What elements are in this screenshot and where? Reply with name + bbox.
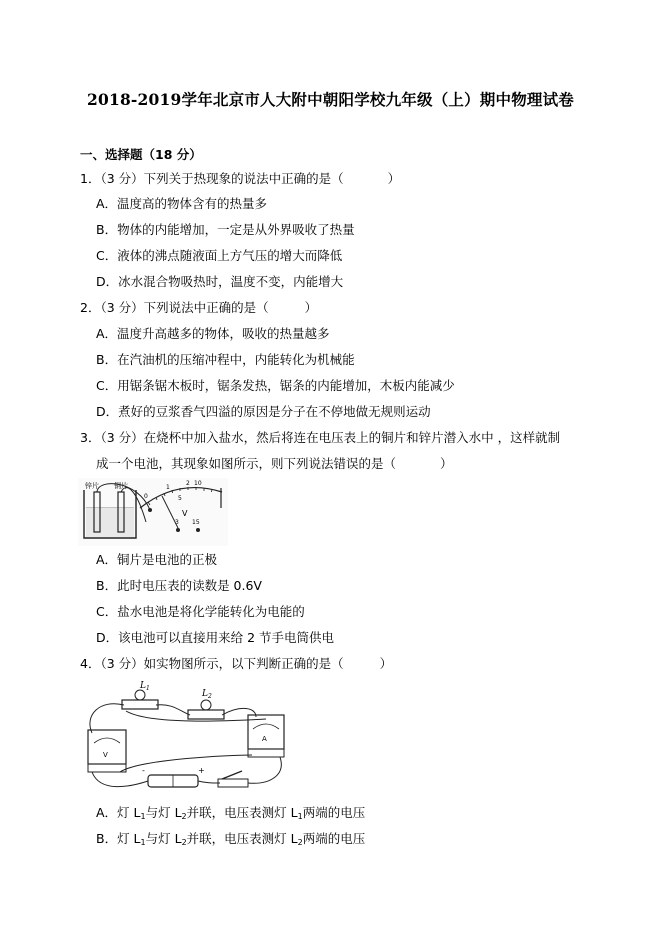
lamp-l1-base xyxy=(122,700,158,709)
option-b: B．在汽油机的压缩冲程中，内能转化为机械能 xyxy=(96,352,355,367)
question-stem: （3 分）下列关于热现象的说法中正确的是（ xyxy=(100,171,344,186)
lamp-l2-label: L xyxy=(202,689,208,699)
lamp-l1-label: L xyxy=(140,681,146,691)
voltmeter-symbol: V xyxy=(103,751,108,759)
voltmeter-symbol: V xyxy=(182,509,188,518)
voltmeter-terminals xyxy=(88,764,126,772)
paren-close: ） xyxy=(440,456,453,471)
lamp-l2-sub: 2 xyxy=(208,693,212,700)
circuit-figure xyxy=(80,675,302,800)
subscript: 2 xyxy=(181,812,187,821)
lamp-l1-bulb xyxy=(135,690,145,700)
question-2 xyxy=(80,300,317,316)
ammeter-terminals xyxy=(248,749,284,757)
battery-negative-label: - xyxy=(142,766,145,775)
question-1 xyxy=(80,171,400,187)
scale-5: 5 xyxy=(178,495,182,502)
subscript: 1 xyxy=(140,838,146,847)
battery-positive-label: + xyxy=(198,766,205,775)
voltmeter-scale xyxy=(94,738,120,743)
question-number: 2． xyxy=(80,300,101,315)
option-text: 并联，电压表测灯 L xyxy=(186,805,298,820)
scale-0: 0 xyxy=(144,493,148,500)
subscript: 2 xyxy=(181,838,187,847)
terminal-15 xyxy=(196,528,200,532)
ammeter-scale xyxy=(253,724,279,729)
zinc-label: 锌片 xyxy=(85,482,99,490)
option-b: B．此时电压表的读数是 0.6V xyxy=(96,578,262,593)
lamp-l2-base xyxy=(188,710,224,719)
ammeter-symbol: A xyxy=(262,735,267,743)
option-text: B．灯 L xyxy=(96,831,141,846)
scale-10: 10 xyxy=(194,480,202,487)
subscript: 2 xyxy=(297,838,303,847)
option-d: D．煮好的豆浆香气四溢的原因是分子在不停地做无规则运动 xyxy=(96,404,431,419)
section-heading: 一、选择题（18 分） xyxy=(80,147,202,162)
option-d: D．冰水混合物吸热时，温度不变，内能增大 xyxy=(96,274,344,289)
option-text: A．灯 L xyxy=(96,805,141,820)
question-3 xyxy=(80,430,560,446)
question-stem: （3 分）在烧杯中加入盐水，然后将连在电压表上的铜片和锌片潜入水中 ，这样就制 xyxy=(100,430,561,445)
terminal-15-label: 15 xyxy=(192,519,200,526)
question-3-continued xyxy=(96,456,453,472)
paren-close: ） xyxy=(379,656,393,671)
option-text: 并联，电压表测灯 L xyxy=(186,831,298,846)
option-b: B．物体的内能增加，一定是从外界吸收了热量 xyxy=(96,222,355,237)
lamp-l2-bulb xyxy=(201,700,211,710)
terminal-negative xyxy=(148,508,152,512)
option-c: C．液体的沸点随液面上方气压的增大而降低 xyxy=(96,248,343,263)
subscript: 1 xyxy=(297,812,303,821)
terminal-3 xyxy=(176,528,180,532)
salt-water-battery-figure xyxy=(78,478,228,546)
salt-water xyxy=(86,508,134,537)
question-stem-continued: 成一个电池，其现象如图所示，则下列说法错误的是（ xyxy=(96,456,397,471)
option-a: A．温度升高越多的物体，吸收的热量越多 xyxy=(96,326,330,341)
option-a xyxy=(96,805,365,825)
option-text: 与灯 L xyxy=(145,831,182,846)
option-c: C．用锯条锯木板时，锯条发热，锯条的内能增加，木板内能减少 xyxy=(96,378,455,393)
switch-lever xyxy=(222,771,242,779)
question-number: 4． xyxy=(80,656,101,671)
lamp-l1-sub: 1 xyxy=(146,685,150,692)
option-text: 两端的电压 xyxy=(302,831,366,846)
circuit-wires xyxy=(90,704,281,787)
page-title: 2018-2019学年北京市人大附中朝阳学校九年级（上）期中物理试卷 xyxy=(86,90,574,109)
option-a: A．铜片是电池的正极 xyxy=(96,552,218,567)
option-a: A．温度高的物体含有的热量多 xyxy=(96,196,268,211)
scale-2: 2 xyxy=(186,480,190,487)
question-stem: （3 分）下列说法中正确的是（ xyxy=(100,300,269,315)
paren-close: ） xyxy=(304,300,318,315)
question-stem: （3 分）如实物图所示，以下判断正确的是（ xyxy=(100,656,344,671)
question-4 xyxy=(80,656,392,672)
switch-base xyxy=(218,779,248,787)
scale-1: 1 xyxy=(166,484,170,491)
copper-label: 铜片 xyxy=(114,482,128,490)
option-text: 与灯 L xyxy=(145,805,182,820)
question-number: 3． xyxy=(80,430,101,445)
option-c: C．盐水电池是将化学能转化为电能的 xyxy=(96,604,305,619)
paren-close: ） xyxy=(387,171,401,186)
subscript: 1 xyxy=(140,812,146,821)
option-d: D．该电池可以直接用来给 2 节手电筒供电 xyxy=(96,630,335,645)
terminal-3-label: 3 xyxy=(175,519,179,526)
option-text: 两端的电压 xyxy=(302,805,366,820)
option-b xyxy=(96,831,365,851)
question-number: 1． xyxy=(80,171,101,186)
